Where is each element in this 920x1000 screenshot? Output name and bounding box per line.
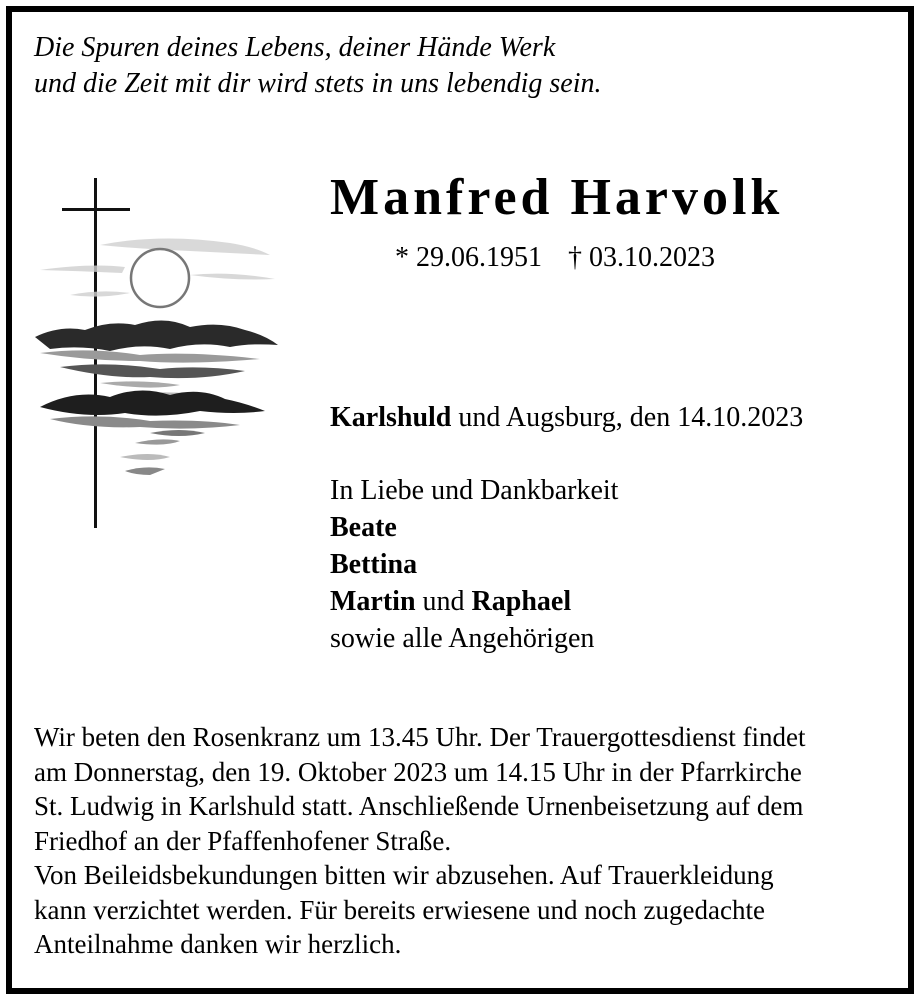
notice-line: am Donnerstag, den 19. Oktober 2023 um 14.15 Uhr in der Pfarrkirche — [34, 756, 802, 787]
mourner-2: Bettina — [330, 549, 418, 580]
place-name: Karlshuld — [330, 402, 452, 433]
notice-line: kann verzichtet werden. Für bereits erwiesene und noch zugedachte — [34, 894, 765, 925]
deceased-name: Manfred Harvolk — [330, 169, 784, 226]
landscape — [35, 320, 278, 475]
death-date: † 03.10.2023 — [568, 242, 715, 273]
mourner-3a: Martin — [330, 586, 416, 617]
quote-line-1: Die Spuren deines Lebens, deiner Hände Werk — [34, 32, 556, 63]
cross-and-moon-landscape-icon — [30, 175, 280, 535]
moon — [131, 249, 189, 307]
mourner-joiner: und — [415, 586, 472, 617]
place-date-rest: und Augsburg, den 14.10.2023 — [451, 402, 804, 433]
cross-horizontal — [62, 208, 130, 211]
mourners-intro: In Liebe und Dankbarkeit — [330, 475, 619, 506]
life-dates — [395, 242, 715, 274]
service-notice — [34, 720, 894, 962]
mourner-3 — [330, 583, 618, 620]
mourners-closing: sowie alle Angehörigen — [330, 623, 595, 654]
notice-line: Friedhof an der Pfaffenhofener Straße. — [34, 825, 452, 856]
memorial-quote — [34, 30, 602, 102]
notice-line: Von Beileidsbekundungen bitten wir abzusehen. Auf Trauerkleidung — [34, 860, 774, 890]
place-and-date — [330, 402, 803, 434]
notice-line: Wir beten den Rosenkranz um 13.45 Uhr. Der Trauergottesdienst findet — [34, 722, 806, 752]
birth-date: * 29.06.1951 — [395, 242, 542, 273]
notice-line: Anteilnahme danken wir herzlich. — [34, 929, 402, 959]
mourners — [330, 472, 618, 657]
notice-line: St. Ludwig in Karlshuld statt. Anschließende Urnenbeisetzung auf dem — [34, 791, 804, 821]
quote-line-2: und die Zeit mit dir wird stets in uns lebendig sein. — [34, 68, 602, 99]
mourner-1: Beate — [330, 512, 397, 543]
mourner-3b: Raphael — [471, 586, 572, 617]
